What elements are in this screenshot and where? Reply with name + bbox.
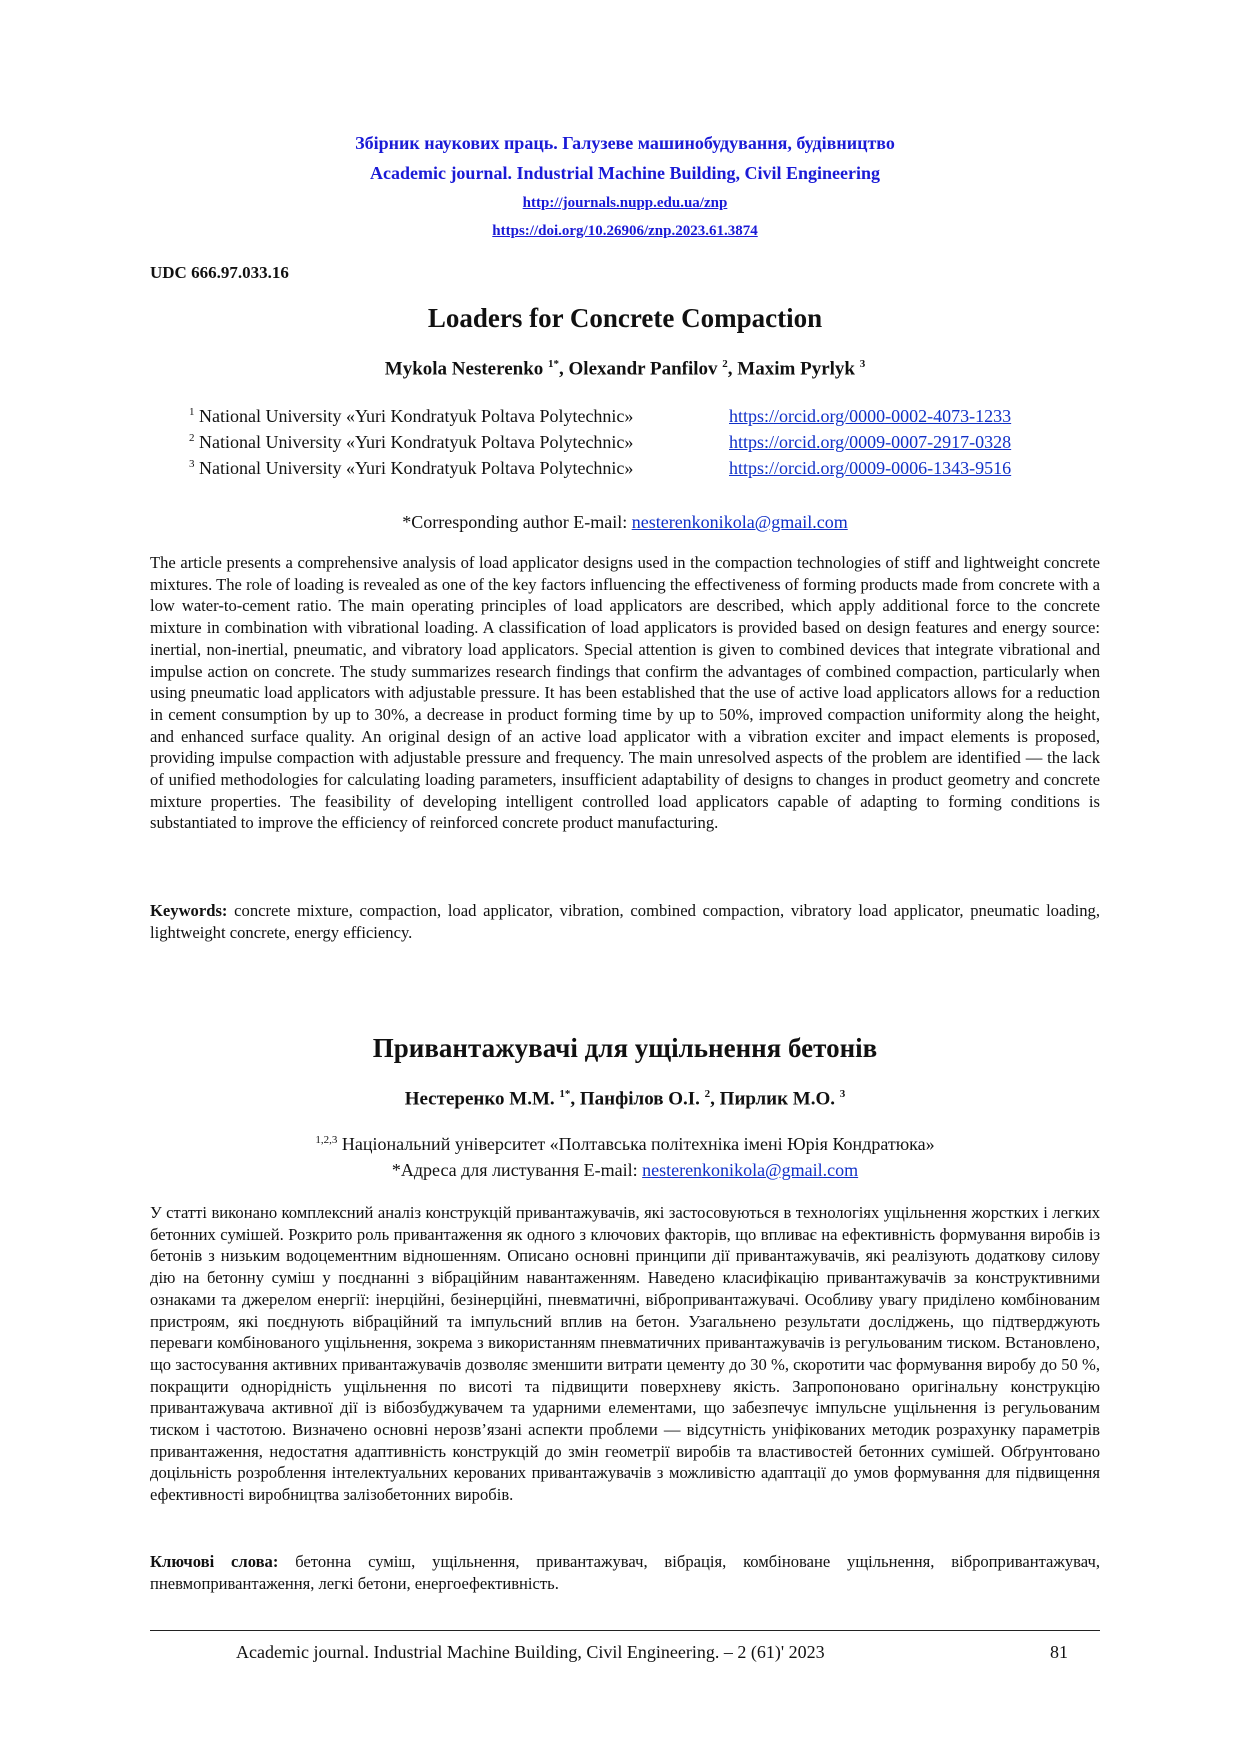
author-name: Пирлик М.О. <box>719 1088 836 1110</box>
keywords-en <box>150 900 1100 943</box>
author-name: Maxim Pyrlyk <box>737 358 855 380</box>
corresponding-author-ua <box>150 1160 1100 1181</box>
udc-code: UDC 666.97.033.16 <box>150 263 289 282</box>
affiliation-row <box>189 458 1011 484</box>
doi-link[interactable]: https://doi.org/10.26906/znp.2023.61.3874 <box>492 223 758 239</box>
author-affiliation-mark: 3 <box>839 1088 846 1100</box>
affiliation-institution <box>189 432 729 458</box>
affiliation-number: 3 <box>189 458 195 470</box>
affiliation-name: National University «Yuri Kondratyuk Poltava Polytechnic» <box>199 406 634 426</box>
orcid-link[interactable]: https://orcid.org/0009-0007-2917-0328 <box>729 432 1012 452</box>
authors-en <box>150 358 1100 380</box>
article-title-ua: Привантажувачі для ущільнення бетонів <box>372 1033 878 1063</box>
author-separator: , <box>710 1088 720 1110</box>
affiliation-institution <box>189 458 729 484</box>
affiliation-number: 1 <box>189 406 195 418</box>
footer-divider <box>150 1630 1100 1631</box>
keywords-text: бетонна суміш, ущільнення, привантажувач, вібрація, комбіноване ущільнення, вібропривантажувач, пневмопривантаження, легкі бетони, енергоефективність. <box>150 1552 1100 1593</box>
keywords-label: Ключові слова: <box>150 1552 279 1571</box>
abstract-ua: У статті виконано комплексний аналіз конструкцій привантажувачів, які застосовуються в технологіях ущільнення жорстких і легких бетонних сумішей. Розкрито роль привантаження як одного з ключових факторів, що впливає на ефективність формування виробів із бетонів з низьким водоцементним відношенням. Описано основні принципи дії привантажувачів, які реалізують додаткову силову дію на бетонну суміш у поєднанні з вібраційним навантаженням. Наведено класифікацію привантажувачів за конструктивними ознаками та джерелом енергії: інерційні, безінерційні, пневматичні, вібропривантажувачі. Особливу увагу приділено комбінованим пристроям, які поєднують вібраційний та імпульсний вплив на бетон. Узагальнено результати досліджень, що підтверджують переваги комбінованого ущільнення, зокрема з використанням пневматичних привантажувачів із регульованим тиском. Встановлено, що застосування активних привантажувачів дозволяє зменшити витрати цементу до 30 %, скоротити час формування виробу до 50 %, покращити однорідність ущільнення по висоті та підвищити поверхневу якість. Запропоновано оригінальну конструкцію привантажувача активної дії із вібозбуджувачем та ударними елементами, що забезпечує імпульсне ущільнення із регульованим тиском і частотою. Визначено основні нерозв’язані аспекти проблеми — відсутність уніфікованих методик розрахунку параметрів привантаження, недостатня адаптивність конструкцій до змін геометрії виробів та властивостей бетонних сумішей. Обґрунтовано доцільність розроблення інтелектуальних керованих привантажувачів з можливістю адаптації до умов формування для підвищення ефективності виробництва залізобетонних виробів. <box>150 1203 1100 1505</box>
affiliation-name: National University «Yuri Kondratyuk Poltava Polytechnic» <box>199 458 634 478</box>
authors-ua <box>150 1088 1100 1110</box>
author-name: Olexandr Panfilov <box>568 358 718 380</box>
author-name: Нестеренко М.М. <box>404 1088 555 1110</box>
keywords-text: concrete mixture, compaction, load applicator, vibration, combined compaction, vibratory load applicator, pneumatic loading, lightweight concrete, energy efficiency. <box>150 901 1100 942</box>
affiliation-name: Національний університет «Полтавська політехніка імені Юрія Кондратюка» <box>337 1134 935 1154</box>
journal-name-ua: Збірник наукових праць. Галузеве машинобудування, будівництво <box>355 133 895 153</box>
author-affiliation-mark: 2 <box>704 1088 711 1100</box>
affiliation-number: 2 <box>189 432 195 444</box>
footer-journal-info: Academic journal. Industrial Machine Building, Civil Engineering. – 2 (61)' 2023 <box>236 1642 825 1662</box>
affiliation-institution <box>189 406 729 432</box>
article-title-en: Loaders for Concrete Compaction <box>427 303 823 333</box>
keywords-label: Keywords: <box>150 901 228 920</box>
affiliation-numbers: 1,2,3 <box>315 1134 338 1146</box>
journal-url-link[interactable]: http://journals.nupp.edu.ua/znp <box>522 195 728 211</box>
orcid-link[interactable]: https://orcid.org/0000-0002-4073-1233 <box>729 406 1012 426</box>
email-link[interactable]: nesterenkonikola@gmail.com <box>642 1160 859 1180</box>
affiliation-name: National University «Yuri Kondratyuk Poltava Polytechnic» <box>199 432 634 452</box>
orcid-link[interactable]: https://orcid.org/0009-0006-1343-9516 <box>729 458 1012 478</box>
page-number: 81 <box>1050 1642 1068 1662</box>
journal-name-en: Academic journal. Industrial Machine Building, Civil Engineering <box>369 163 881 183</box>
corresponding-author-en <box>150 512 1100 533</box>
author-separator: , <box>570 1088 580 1110</box>
author-name: Панфілов О.І. <box>579 1088 700 1110</box>
author-affiliation-mark: 2 <box>722 358 728 370</box>
affiliation-row <box>189 432 1011 458</box>
author-affiliation-mark: 1* <box>548 358 560 370</box>
corresponding-label: *Адреса для листування E-mail: <box>391 1160 643 1180</box>
author-affiliation-mark: 3 <box>859 358 866 370</box>
abstract-en: The article presents a comprehensive analysis of load applicator designs used in the compaction technologies of stiff and lightweight concrete mixtures. The role of loading is revealed as one of the key factors influencing the effectiveness of forming products made from concrete with a low water-to-cement ratio. The main operating principles of load applicators are described, which apply additional force to the concrete mixture in combination with vibrational loading. A classification of load applicators is provided based on design features and energy source: inertial, non-inertial, pneumatic, and vibratory load applicators. Special attention is given to combined devices that integrate vibrational and impulse action on concrete. The study summarizes research findings that confirm the advantages of combined compaction, particularly when using pneumatic load applicators with adjustable pressure. It has been established that the use of active load applicators allows for a reduction in cement consumption by up to 30%, a decrease in product forming time by up to 50%, improved compaction uniformity along the height, and enhanced surface quality. An original design of an active load applicator with a vibration exciter and impact elements is proposed, providing impulse compaction with adjustable pressure and frequency. The main unresolved aspects of the problem are identified — the lack of unified methodologies for calculating loading parameters, insufficient adaptability of designs to changes in product geometry and concrete mixture properties. The feasibility of developing intelligent controlled load applicators capable of adapting to forming conditions is substantiated to improve the efficiency of reinforced concrete product manufacturing. <box>150 553 1100 833</box>
author-separator: , <box>559 358 569 380</box>
affiliations-table-en <box>189 406 1011 484</box>
affiliation-row <box>189 406 1011 432</box>
keywords-ua <box>150 1551 1100 1594</box>
email-link[interactable]: nesterenkonikola@gmail.com <box>631 512 848 532</box>
corresponding-label: *Corresponding author E-mail: <box>402 512 632 532</box>
affiliation-ua <box>150 1134 1100 1155</box>
author-name: Mykola Nesterenko <box>384 358 544 380</box>
author-affiliation-mark: 1* <box>559 1088 571 1100</box>
author-separator: , <box>727 358 738 380</box>
